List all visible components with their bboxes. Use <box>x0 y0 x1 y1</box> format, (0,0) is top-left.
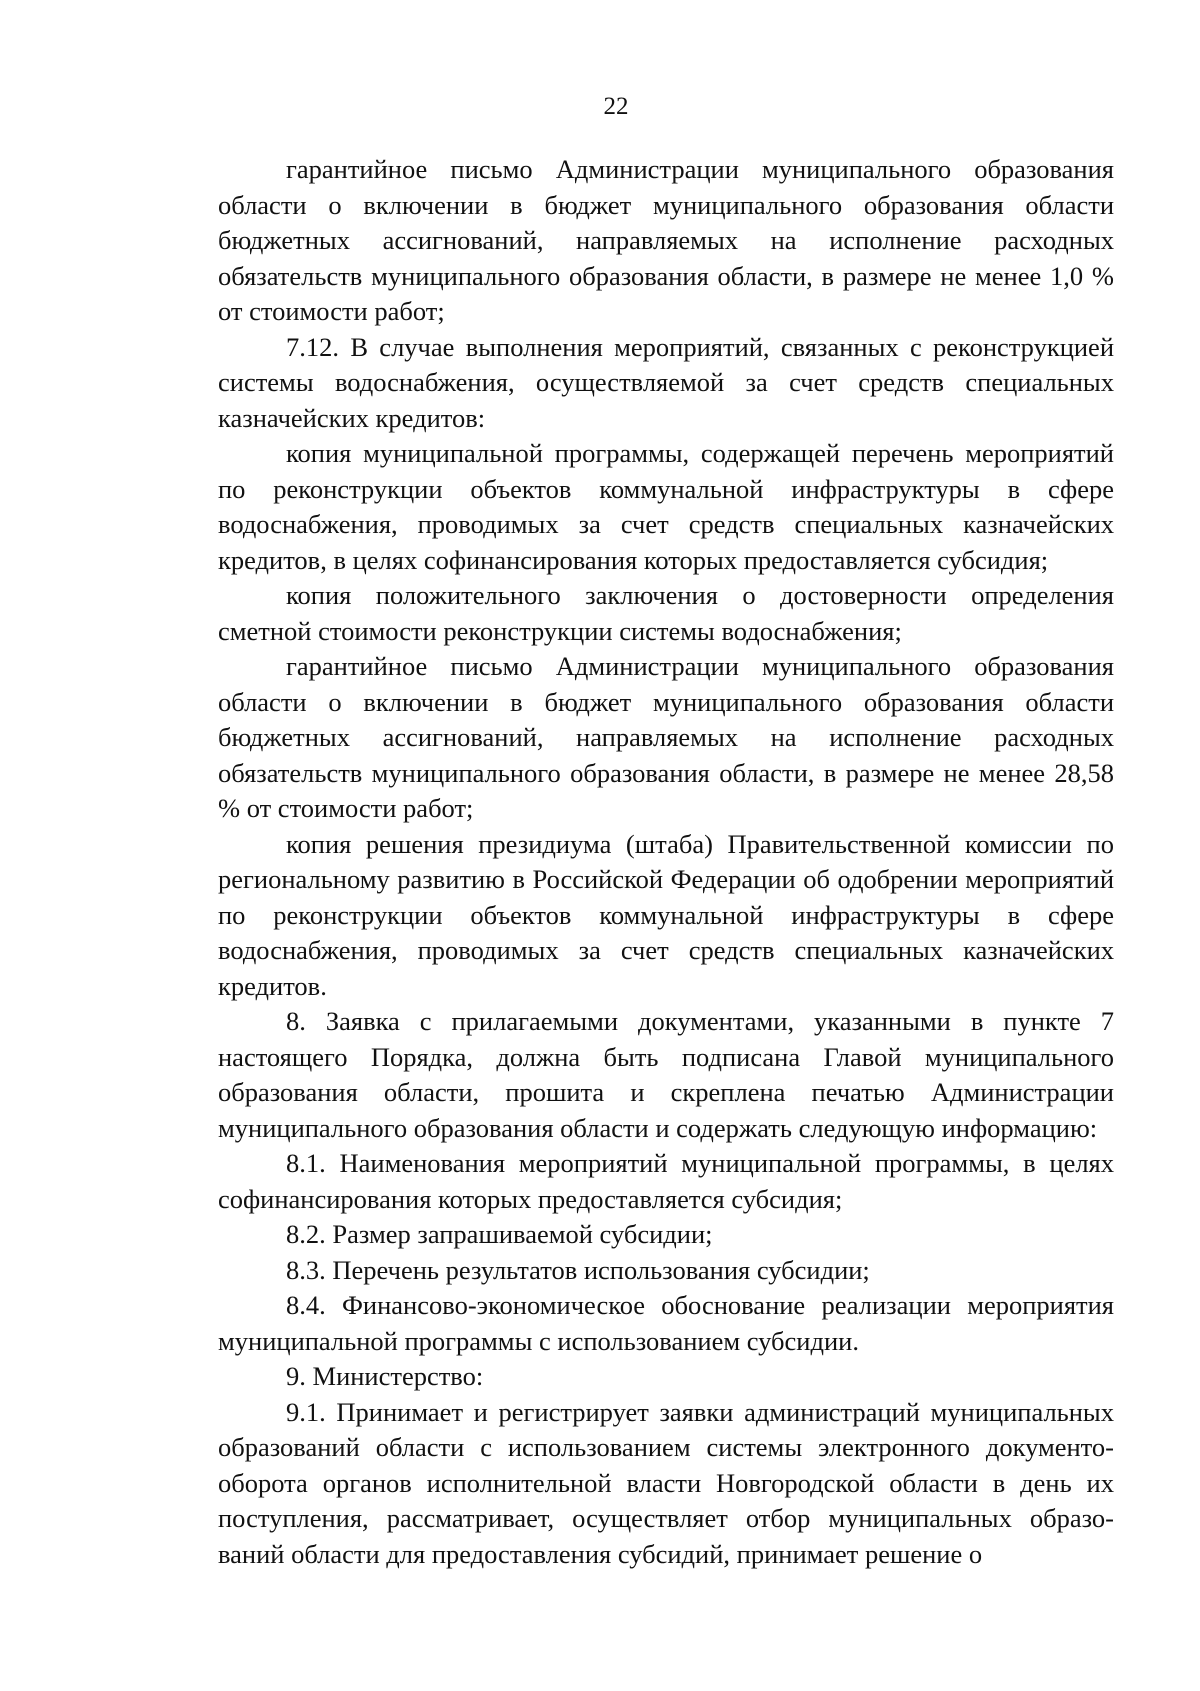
paragraph-guarantee-letter-2: гарантийное письмо Администрации муниципального образования области о включении в бюджет муниципального образования области бюджетных ассигнований, направляемых на исполнение расходных обязательств муниципального образования области, в размере не менее 28,58 % от стоимости работ; <box>218 651 1114 823</box>
paragraph-8-2: 8.2. Размер запрашиваемой субсидии; <box>286 1219 713 1249</box>
paragraph-positive-conclusion-copy: копия положительного заключения о достоверности определения сметной стоимости реконструкции системы водоснабжения; <box>218 580 1114 646</box>
paragraph-guarantee-letter-1: гарантийное письмо Администрации муниципального образования области о включении в бюджет муниципального образования области бюджетных ассигнований, направляемых на исполнение расходных обязательств муниципального образования области, в размере не менее 1,0 % от стоимости работ; <box>218 154 1114 326</box>
paragraph-8: 8. Заявка с прилагаемыми документами, указанными в пункте 7 настоящего Порядка, должна быть подписана Главой муниципального образования области, прошита и скреплена печатью Администрации муниципального образования области и содержать следующую информацию: <box>218 1006 1114 1143</box>
document-body <box>218 152 1114 1572</box>
paragraph-8-1: 8.1. Наименования мероприятий муниципальной программы, в целях софинансирования которых предоставляется субсидия; <box>218 1148 1114 1214</box>
paragraph-9-1: 9.1. Принимает и регистрирует заявки администраций муниципальных образований области с использованием системы электронного документооборота органов исполнительной власти Новгородской области в день их поступления, рассматривает, осуществляет отбор муниципальных образований области для предоставления субсидий, принимает решение о <box>218 1396 1114 1569</box>
paragraph-8-4: 8.4. Финансово-экономическое обоснование реализации мероприятия муниципальной программы с использованием субсидии. <box>218 1290 1114 1356</box>
paragraph-8-3: 8.3. Перечень результатов использования субсидии; <box>286 1254 870 1285</box>
paragraph-7-12: 7.12. В случае выполнения мероприятий, связанных с реконструкцией системы водоснабжения, осуществляемой за счет средств специальных казначейских кредитов: <box>218 331 1114 433</box>
paragraph-9: 9. Министерство: <box>286 1361 484 1391</box>
page-number: 22 <box>603 93 629 120</box>
paragraph-program-copy: копия муниципальной программы, содержащей перечень мероприятий по реконструкции объектов коммунальной инфраструктуры в сфере водоснабжения, проводимых за счет средств специальных казначейских кредитов, в целях софинансирования которых предоставляется субсидия; <box>218 438 1114 575</box>
paragraph-presidium-decision-copy: копия решения президиума (штаба) Правительственной комиссии по региональному развитию в Российской Федерации об одобрении мероприятий по реконструкции объектов коммунальной инфраструктуры в сфере водоснабжения, проводимых за счет средств специальных казначейских кредитов. <box>218 828 1114 1001</box>
